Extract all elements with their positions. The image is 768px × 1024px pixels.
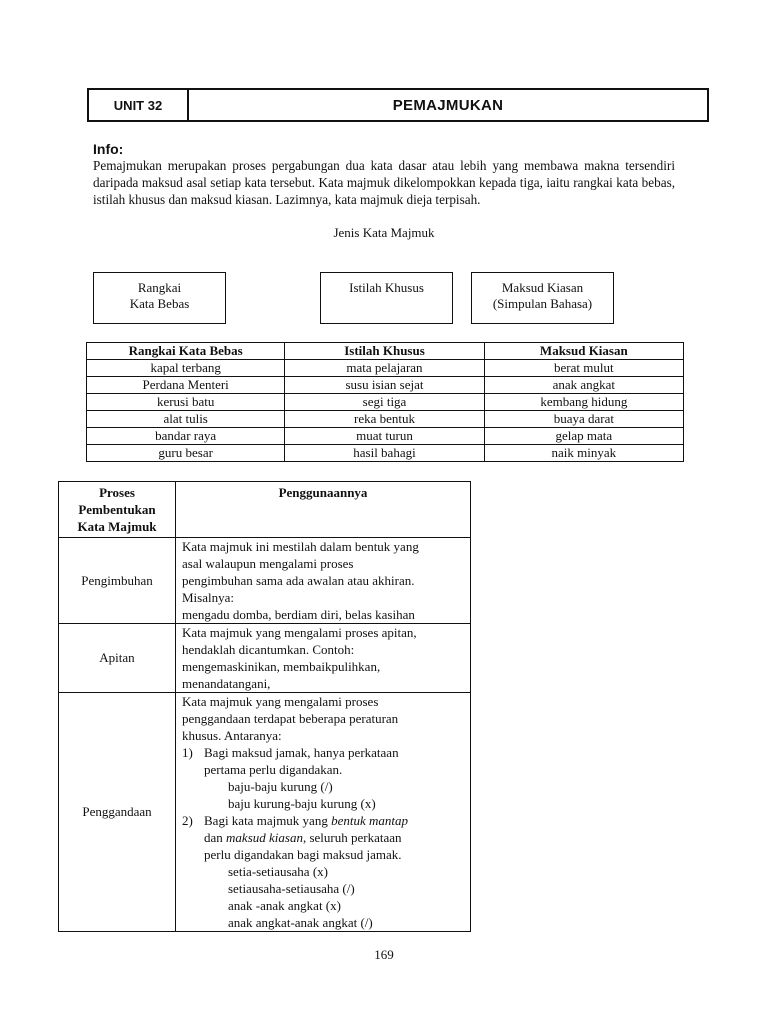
column-header: Maksud Kiasan	[484, 343, 683, 360]
type-box-label: Kata Bebas	[129, 296, 190, 311]
table-row	[59, 538, 471, 624]
table-cell: muat turun	[285, 428, 484, 445]
text-line: Kata majmuk yang mengalami proses apitan,	[182, 625, 417, 640]
table-row	[87, 411, 684, 428]
unit-title: PEMAJMUKAN	[392, 96, 504, 114]
text-line: pertama perlu digandakan.	[204, 762, 343, 777]
text-line: Bagi maksud jamak, hanya perkataan	[204, 745, 399, 760]
table-row	[87, 360, 684, 377]
text-line: Kata majmuk yang mengalami proses	[182, 694, 379, 709]
table-row	[87, 428, 684, 445]
rule-number: 1)	[182, 745, 193, 760]
table-cell: segi tiga	[285, 394, 484, 411]
type-box-label: Istilah Khusus	[349, 280, 424, 295]
text-line: mengemaskinikan, membaikpulihkan,	[182, 659, 381, 674]
type-box-maksud-kiasan	[471, 272, 614, 324]
table-cell: guru besar	[87, 445, 285, 462]
example-line: anak -anak angkat (x)	[228, 898, 341, 913]
process-name: Penggandaan	[59, 693, 176, 932]
table-cell: buaya darat	[484, 411, 683, 428]
text-line: Misalnya:	[182, 590, 234, 605]
table-row	[59, 624, 471, 693]
table-cell: reka bentuk	[285, 411, 484, 428]
table-header-row	[87, 343, 684, 360]
example-line: anak angkat-anak angkat (/)	[228, 915, 373, 930]
info-paragraph: Pemajmukan merupakan proses pergabungan dua kata dasar atau lebih yang membawa makna tersendiri daripada maksud asal setiap kata tersebut. Kata majmuk dikelompokkan kepada tiga, iaitu rangkai kata bebas, istilah khusus dan maksud kiasan. Lazimnya, kata majmuk dieja terpisah.	[93, 158, 675, 207]
process-description	[176, 624, 471, 693]
rule-2	[182, 812, 466, 829]
text-line: penggandaan terdapat beberapa peraturan	[182, 711, 399, 726]
example-line: baju kurung-baju kurung (x)	[228, 796, 376, 811]
table-row	[87, 377, 684, 394]
example-line: setia-setiausaha (x)	[228, 864, 328, 879]
text-line	[204, 812, 408, 829]
text-line	[182, 829, 466, 846]
table-cell: naik minyak	[484, 445, 683, 462]
emphasis-text: bentuk mantap	[331, 813, 408, 828]
text-fragment: , seluruh perkataan	[302, 830, 402, 845]
unit-number: UNIT 32	[89, 90, 189, 120]
text-fragment: Bagi kata majmuk yang	[204, 813, 332, 828]
info-heading: Info:	[93, 141, 124, 157]
table-row	[59, 693, 471, 932]
process-description	[176, 693, 471, 932]
process-name: Apitan	[59, 624, 176, 693]
column-header: Istilah Khusus	[285, 343, 484, 360]
header-line: Proses	[99, 485, 135, 500]
table-cell: mata pelajaran	[285, 360, 484, 377]
type-box-label: Rangkai	[137, 280, 182, 295]
example-line: setiausaha-setiausaha (/)	[228, 881, 355, 896]
example-line: baju-baju kurung (/)	[228, 779, 333, 794]
text-line: khusus. Antaranya:	[182, 728, 282, 743]
column-header: Rangkai Kata Bebas	[87, 343, 285, 360]
table-row	[87, 445, 684, 462]
column-header-proses	[59, 482, 176, 538]
examples-table	[86, 342, 684, 462]
type-box-label: Maksud Kiasan	[501, 280, 584, 295]
header-line: Kata Majmuk	[77, 519, 157, 534]
unit-header	[87, 88, 709, 122]
text-line: Kata majmuk ini mestilah dalam bentuk yang	[182, 539, 419, 554]
table-cell: berat mulut	[484, 360, 683, 377]
table-cell: susu isian sejat	[285, 377, 484, 394]
rule-1	[182, 744, 466, 761]
table-cell: alat tulis	[87, 411, 285, 428]
text-line: menandatangani,	[182, 676, 271, 691]
table-header-row	[59, 482, 471, 538]
rule-number: 2)	[182, 813, 193, 828]
table-cell: kerusi batu	[87, 394, 285, 411]
table-cell: bandar raya	[87, 428, 285, 445]
emphasis-text: maksud kiasan	[226, 830, 303, 845]
text-line: hendaklah dicantumkan. Contoh:	[182, 642, 355, 657]
process-description	[176, 538, 471, 624]
text-line: asal walaupun mengalami proses	[182, 556, 354, 571]
process-table	[58, 481, 471, 932]
text-line: pengimbuhan sama ada awalan atau akhiran.	[182, 573, 415, 588]
types-heading: Jenis Kata Majmuk	[333, 225, 435, 240]
text-line: mengadu domba, berdiam diri, belas kasihan	[182, 607, 415, 622]
header-line: Pembentukan	[78, 502, 156, 517]
text-line: perlu digandakan bagi maksud jamak.	[204, 847, 402, 862]
page-number: 169	[374, 947, 394, 962]
text-fragment: dan	[204, 830, 227, 845]
type-box-rangkai-kata-bebas	[93, 272, 226, 324]
process-name: Pengimbuhan	[59, 538, 176, 624]
type-box-istilah-khusus	[320, 272, 453, 324]
table-cell: kembang hidung	[484, 394, 683, 411]
table-cell: anak angkat	[484, 377, 683, 394]
table-row	[87, 394, 684, 411]
table-cell: Perdana Menteri	[87, 377, 285, 394]
table-cell: kapal terbang	[87, 360, 285, 377]
column-header-penggunaannya: Penggunaannya	[176, 482, 471, 538]
type-box-label: (Simpulan Bahasa)	[492, 296, 593, 311]
table-cell: gelap mata	[484, 428, 683, 445]
table-cell: hasil bahagi	[285, 445, 484, 462]
